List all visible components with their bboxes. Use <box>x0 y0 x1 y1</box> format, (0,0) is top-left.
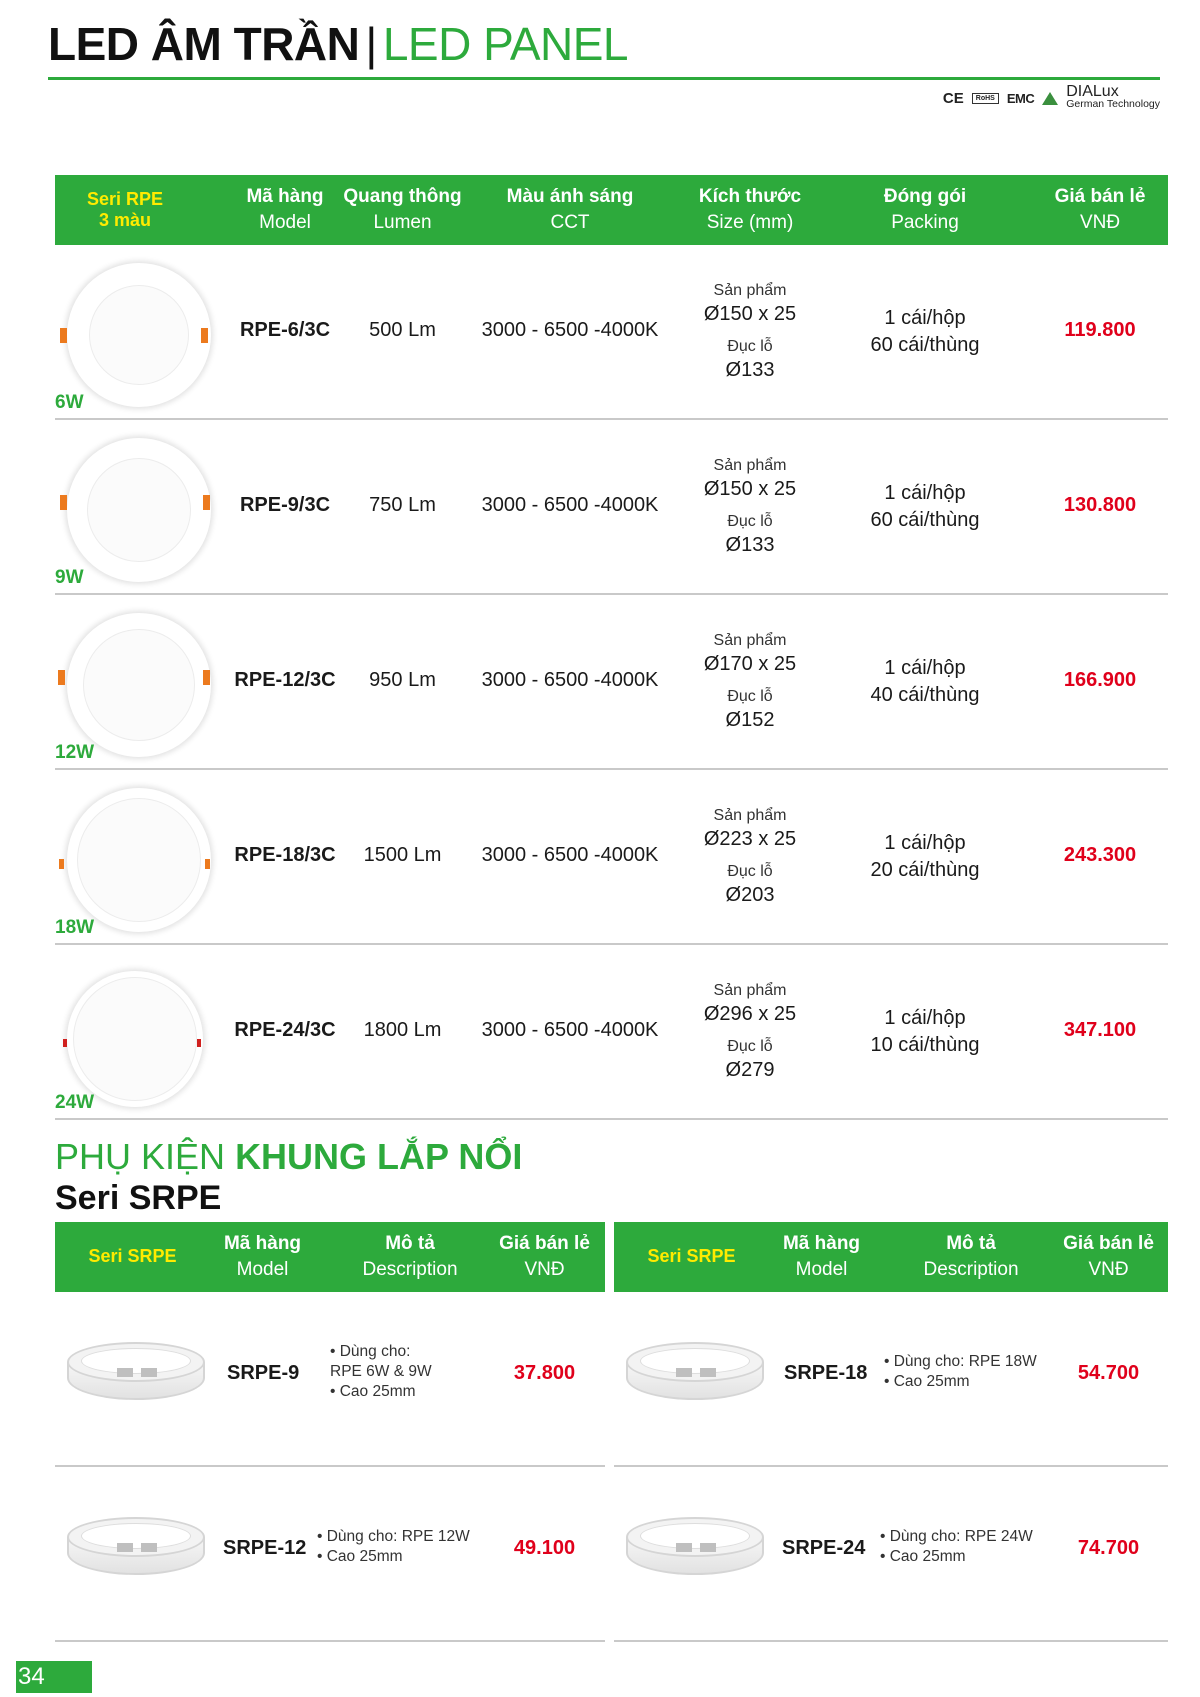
frame-image <box>626 1342 764 1408</box>
certification-logos <box>942 83 1160 110</box>
model-value: SRPE-24 <box>782 1537 866 1559</box>
clip-right <box>203 495 210 510</box>
header-description: Mô tả Description <box>923 1233 1019 1280</box>
wattage-label: 12W <box>55 742 95 763</box>
product-image-9w <box>67 438 211 582</box>
frame-image <box>67 1517 205 1583</box>
accessory-row-srpe-12 <box>55 1467 605 1642</box>
clip-right <box>197 1039 201 1047</box>
header-price: Giá bán lẻ VNĐ <box>1054 186 1146 233</box>
packing-cell: 1 cái/hộp 60 cái/thùng <box>870 482 980 531</box>
wattage-label: 9W <box>55 567 84 588</box>
lumen-value: 750 Lm <box>369 494 436 516</box>
model-value: SRPE-9 <box>227 1362 300 1384</box>
emc-mark: EMC <box>1006 90 1035 106</box>
cct-value: 3000 - 6500 -4000K <box>481 319 659 341</box>
clip-left <box>63 1039 67 1047</box>
header-price: Giá bán lẻ VNĐ <box>499 1233 590 1280</box>
accessories-title-light: PHỤ KIỆN <box>55 1136 226 1177</box>
header-model: Mã hàng Model <box>223 1233 302 1280</box>
title-separator: | <box>365 18 377 70</box>
wattage-label: 6W <box>55 392 84 413</box>
size-cell: Sản phẩm Ø150 x 25 Đục lỗ Ø133 <box>703 282 797 381</box>
product-image-6w <box>67 263 211 407</box>
header-description: Mô tả Description <box>362 1233 458 1280</box>
frame-image <box>67 1342 205 1408</box>
accessory-table-header-right <box>614 1222 1168 1292</box>
header-size: Kích thước Size (mm) <box>698 186 802 233</box>
model-value: RPE-24/3C <box>234 1019 336 1041</box>
price-value: 74.700 <box>1077 1537 1140 1559</box>
clip-left <box>58 670 65 685</box>
product-row-18w <box>55 770 1168 945</box>
description-list: • Dùng cho: RPE 18W • Cao 25mm <box>884 1352 1037 1392</box>
header-cct: Màu ánh sáng CCT <box>506 186 634 233</box>
title-underline <box>48 77 1160 80</box>
dialux-logo <box>1066 83 1160 110</box>
row-divider <box>55 1118 1168 1120</box>
price-value: 347.100 <box>1063 1019 1137 1041</box>
size-cell: Sản phẩm Ø150 x 25 Đục lỗ Ø133 <box>703 457 797 556</box>
packing-cell: 1 cái/hộp 10 cái/thùng <box>870 1007 980 1056</box>
size-cell: Sản phẩm Ø296 x 25 Đục lỗ Ø279 <box>703 982 797 1081</box>
header-packing: Đóng gói Packing <box>883 186 967 233</box>
model-value: RPE-18/3C <box>234 844 336 866</box>
model-value: RPE-6/3C <box>239 319 331 341</box>
title-bold: LED ÂM TRẦN <box>48 18 360 70</box>
size-cell: Sản phẩm Ø170 x 25 Đục lỗ Ø152 <box>703 632 797 731</box>
packing-cell: 1 cái/hộp 60 cái/thùng <box>870 307 980 356</box>
header-model: Mã hàng Model <box>246 186 324 233</box>
ce-mark: CE <box>942 89 964 107</box>
product-image-18w <box>67 788 211 932</box>
row-divider <box>614 1640 1168 1642</box>
price-value: 37.800 <box>513 1362 576 1384</box>
dialux-sub: German Technology <box>1066 98 1160 110</box>
cct-value: 3000 - 6500 -4000K <box>481 844 659 866</box>
rohs-mark: RoHS <box>972 93 999 104</box>
price-value: 166.900 <box>1063 669 1137 691</box>
product-row-24w <box>55 945 1168 1120</box>
packing-cell: 1 cái/hộp 20 cái/thùng <box>870 832 980 881</box>
lumen-value: 1800 Lm <box>363 1019 442 1041</box>
clip-right <box>203 670 210 685</box>
description-list: • Dùng cho: RPE 12W • Cao 25mm <box>317 1527 470 1567</box>
frame-image <box>626 1517 764 1583</box>
wattage-label: 24W <box>55 1092 95 1113</box>
accessory-row-srpe-18 <box>614 1292 1168 1467</box>
model-value: RPE-9/3C <box>239 494 331 516</box>
description-list: • Dùng cho: RPE 24W • Cao 25mm <box>880 1527 1033 1567</box>
accessory-table-header-left <box>55 1222 605 1292</box>
accessory-row-srpe-24 <box>614 1467 1168 1642</box>
header-model: Mã hàng Model <box>782 1233 861 1280</box>
price-value: 243.300 <box>1063 844 1137 866</box>
header-seri: Seri RPE 3 màu <box>86 189 164 230</box>
row-divider <box>55 1640 605 1642</box>
header-seri: Seri SRPE <box>647 1246 736 1266</box>
wattage-label: 18W <box>55 917 95 938</box>
product-row-9w <box>55 420 1168 595</box>
description-list: • Dùng cho: RPE 6W & 9W • Cao 25mm <box>330 1342 432 1402</box>
model-value: RPE-12/3C <box>234 669 336 691</box>
main-table-header <box>55 175 1168 245</box>
title-light: LED PANEL <box>382 18 629 70</box>
product-row-6w <box>55 245 1168 420</box>
page-number: 34 <box>16 1661 92 1693</box>
product-image-12w <box>67 613 211 757</box>
clip-right <box>205 859 210 869</box>
dialux-text: DIALux <box>1066 83 1119 100</box>
clip-left <box>59 859 64 869</box>
accessories-title <box>55 1136 522 1178</box>
dialux-icon <box>1042 92 1058 105</box>
price-value: 54.700 <box>1077 1362 1140 1384</box>
cct-value: 3000 - 6500 -4000K <box>481 669 659 691</box>
model-value: SRPE-18 <box>784 1362 868 1384</box>
price-value: 130.800 <box>1063 494 1137 516</box>
header-price: Giá bán lẻ VNĐ <box>1063 1233 1154 1280</box>
price-value: 119.800 <box>1064 319 1136 341</box>
accessories-subtitle: Seri SRPE <box>55 1179 222 1217</box>
header-seri: Seri SRPE <box>88 1246 177 1266</box>
clip-left <box>60 328 67 343</box>
clip-right <box>201 328 208 343</box>
cct-value: 3000 - 6500 -4000K <box>481 494 659 516</box>
page-title <box>48 14 628 74</box>
price-value: 49.100 <box>513 1537 576 1559</box>
lumen-value: 950 Lm <box>369 669 436 691</box>
clip-left <box>60 495 67 510</box>
size-cell: Sản phẩm Ø223 x 25 Đục lỗ Ø203 <box>703 807 797 906</box>
packing-cell: 1 cái/hộp 40 cái/thùng <box>870 657 980 706</box>
product-image-24w <box>67 971 203 1107</box>
lumen-value: 1500 Lm <box>363 844 442 866</box>
product-row-12w <box>55 595 1168 770</box>
accessories-title-bold: KHUNG LẮP NỔI <box>235 1136 523 1177</box>
header-lumen: Quang thông Lumen <box>343 186 462 233</box>
lumen-value: 500 Lm <box>369 319 436 341</box>
model-value: SRPE-12 <box>223 1537 307 1559</box>
accessory-row-srpe-9 <box>55 1292 605 1467</box>
cct-value: 3000 - 6500 -4000K <box>481 1019 659 1041</box>
